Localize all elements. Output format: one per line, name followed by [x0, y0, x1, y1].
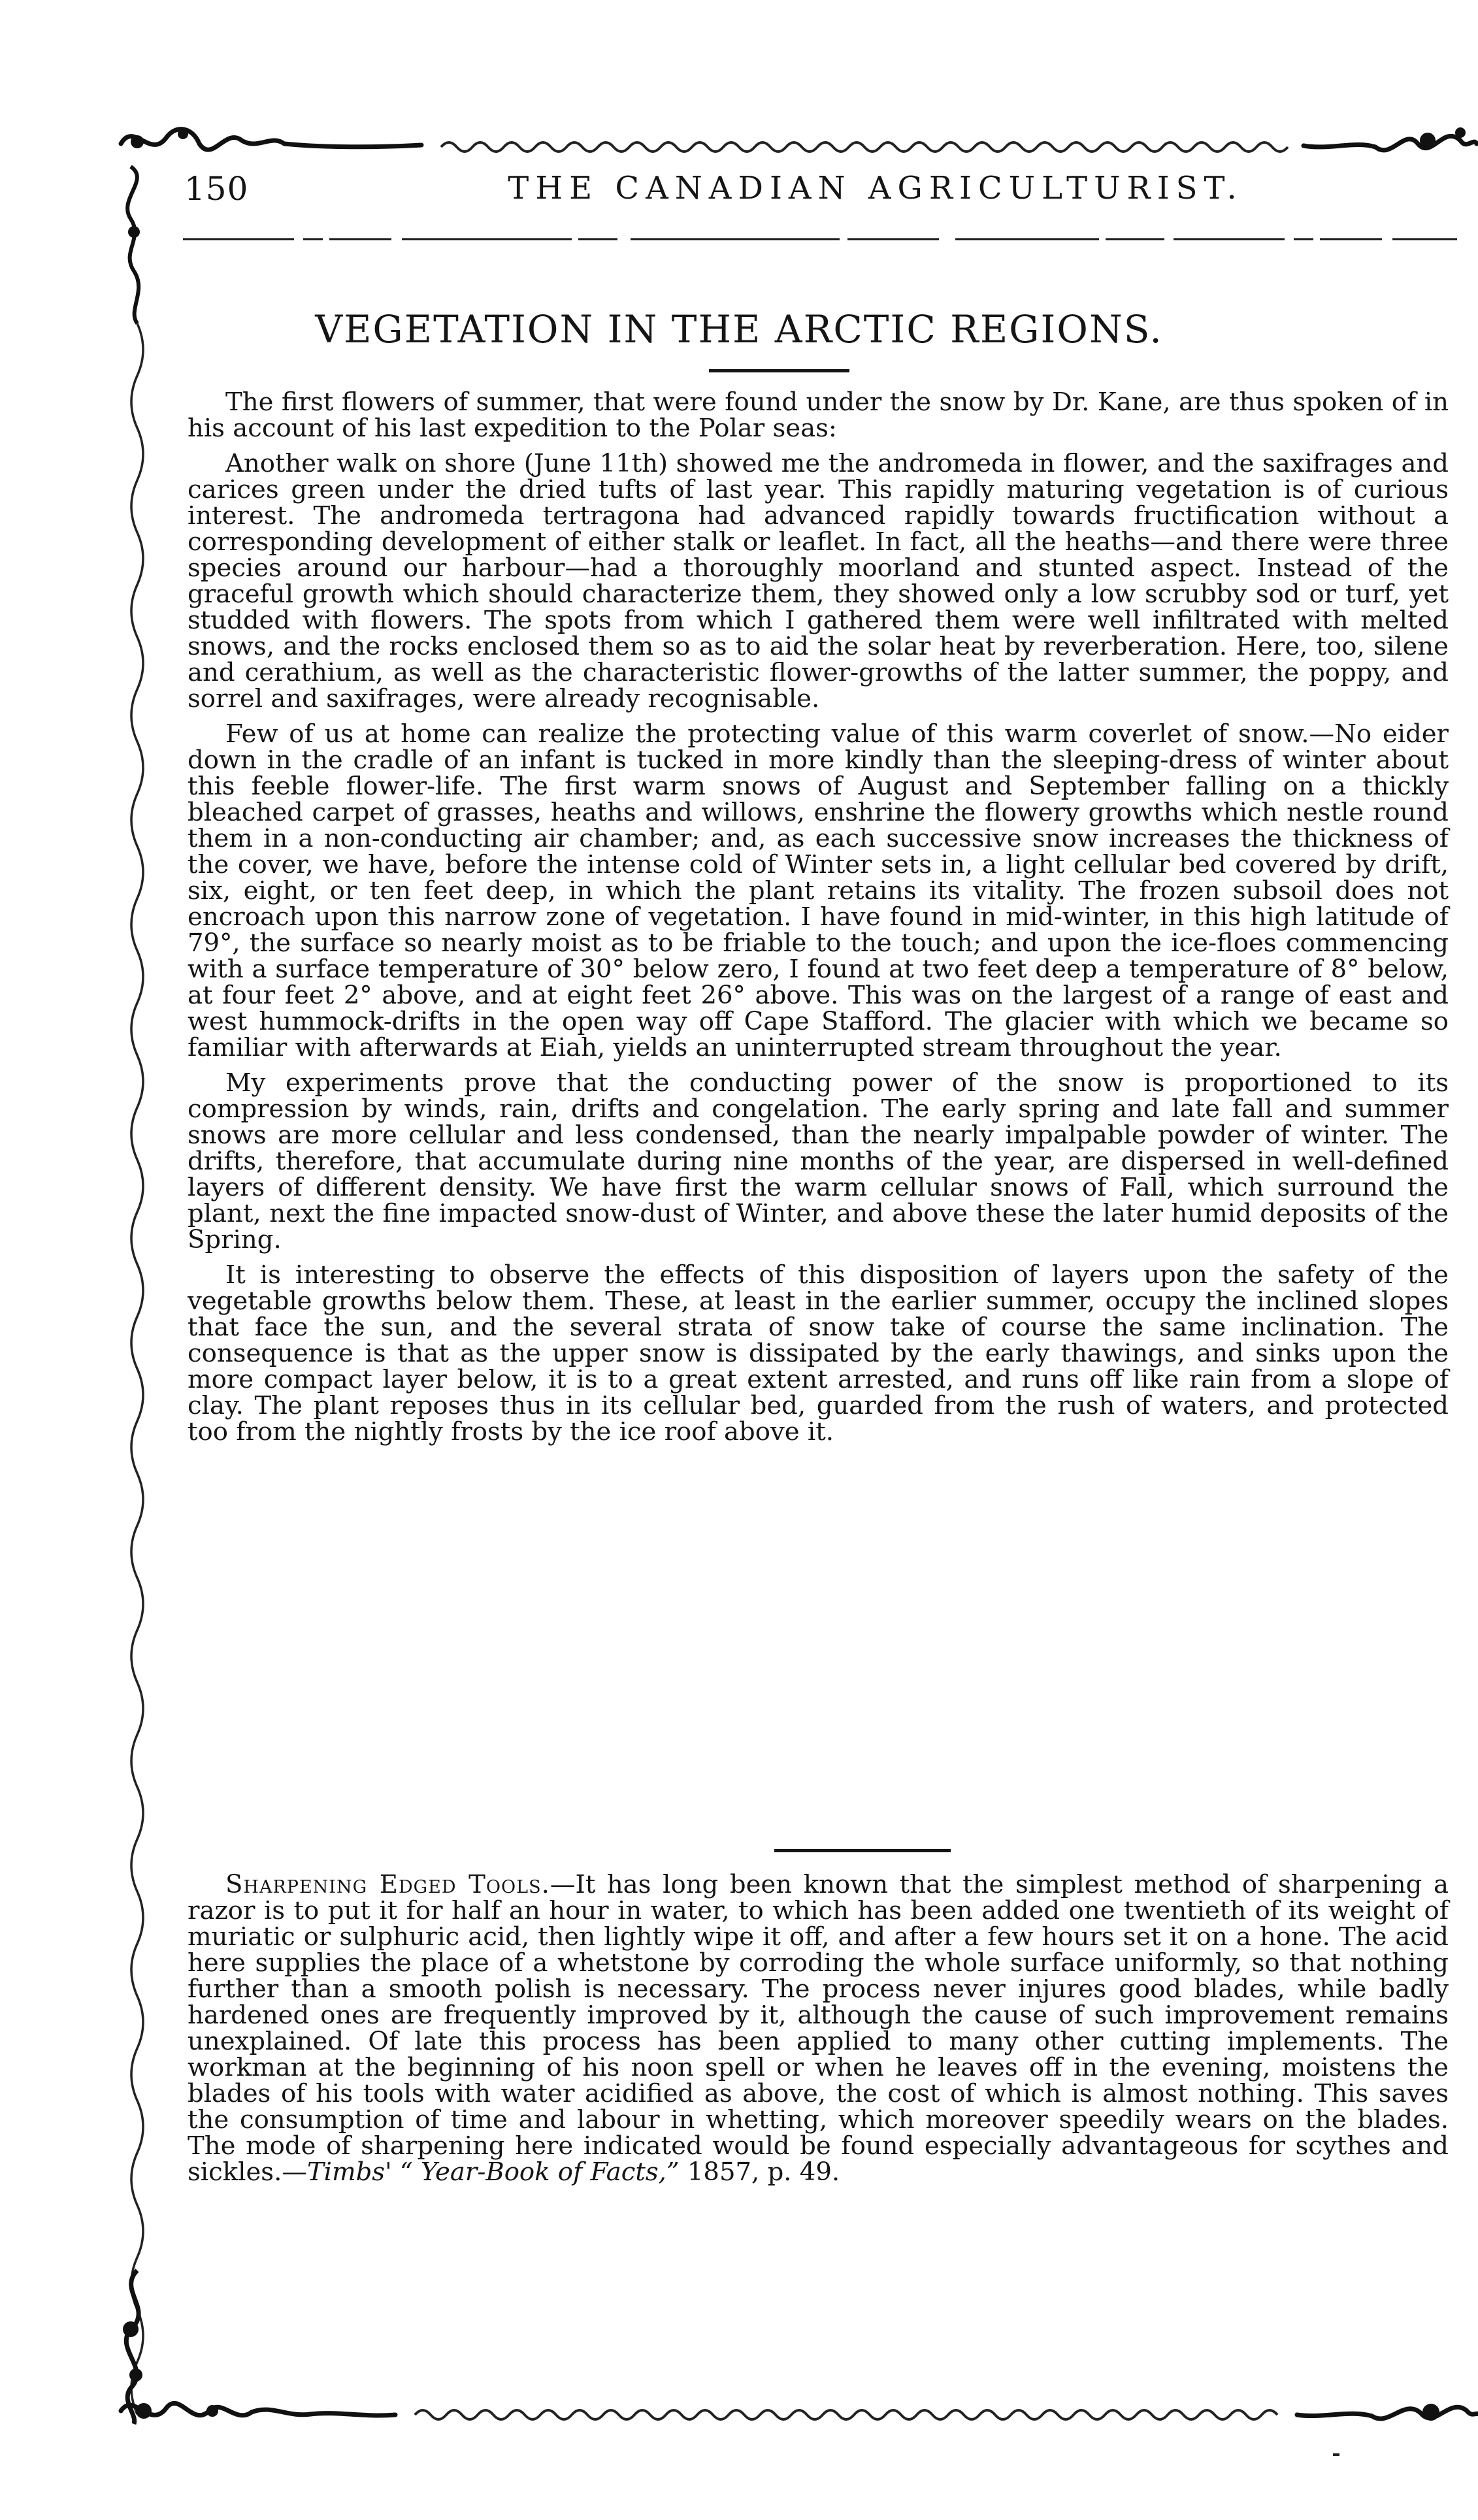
- citation-source: Timbs' “ Year-Book of Facts,”: [306, 2157, 680, 2187]
- article-paragraph-5: It is interesting to observe the effects of this disposition of layers upon the safety of the vegetable growths below them. These, at least in the earlier summer, occupy the inclined slopes that face the sun, and the several strata of snow take of course the same inclination. The consequence is that as the upper snow is dissipated by the early thawings, and sinks upon the more compact layer below, it is to a great extent arrested, and runs off like rain from a slope of clay. The plant reposes thus in its cellular bed, guarded from the rush of waters, and protected too from the nightly frosts by the ice roof above it.: [188, 1260, 1449, 1447]
- bottom-ornamental-border: [114, 2385, 1478, 2437]
- citation-details: 1857, p. 49.: [679, 2157, 840, 2187]
- note-text: —It has long been known that the simplest method of sharpening a razor is to put it for half an hour in water, to which has been added one twentieth of its weight of muriatic or sulphuric acid, then lightly wipe it off, and after a few hours set it on a hone. The acid here supplies the place of a whetstone by corroding the whole surface uniformly, so that nothing further than a smooth polish is necessary. The process never injures good blades, while badly hardened ones are frequently improved by it, although the cause of such improvement remains unexplained. Of late this process has been applied to many other cutting implements. The workman at the beginning of his noon spell or when he leaves off in the evening, moistens the blades of his tools with water acidified as above, the cost of which is almost nothing. This saves the consumption of time and labour in whetting, which moreover speedily wears on the blades. The mode of sharpening here indicated would be found especially advantageous for scythes and sickles.: [188, 1870, 1449, 2187]
- page-number: 150: [184, 170, 249, 208]
- print-speck: [1333, 2453, 1339, 2456]
- note-body: [188, 1872, 1449, 2185]
- left-ornamental-vine: [111, 154, 170, 2427]
- article-paragraph-2: Another walk on shore (June 11th) showed me the andromeda in flower, and the saxifrages and carices green under the dried tufts of last year. This rapidly maturing vegetation is of curious interest. The andromeda tertragona had advanced rapidly towards fructification without a corresponding development of either stalk or leaflet. In fact, all the heaths—and there were three species around our harbour—had a thoroughly moorland and stunted aspect. Instead of the graceful growth which should characterize them, they showed only a low scrubby sod or turf, yet studded with flowers. The spots from which I gathered them were well infiltrated with melted snows, and the rocks enclosed them so as to aid the solar heat by reverberation. Here, too, silene and cerathium, as well as the characteristic flower-growths of the latter summer, the poppy, and sorrel and saxifrages, were already recognisable.: [188, 449, 1449, 713]
- article-paragraph-3: Few of us at home can realize the protecting value of this warm coverlet of snow.—No eider down in the cradle of an infant is tucked in more kindly than the sleeping-dress of winter about this feeble flower-life. The first warm snows of August and September falling on a thickly bleached carpet of grasses, heaths and willows, enshrine the flowery growths which nestle round them in a non-conducting air chamber; and, as each successive snow increases the thickness of the cover, we have, before the intense cold of Winter sets in, a light cellular bed covered by drift, six, eight, or ten feet deep, in which the plant retains its vitality. The frozen subsoil does not encroach upon this narrow zone of vegetation. I have found in mid-winter, in this high latitude of 79°, the surface so nearly moist as to be friable to the touch; and upon the ice-floes commencing with a surface temperature of 30° below zero, I found at two feet deep a temperature of 8° below, at four feet 2° above, and at eight feet 26° above. This was on the largest of a range of east and west hummock-drifts in the open way off Cape Stafford. The glacier with which we became so familiar with afterwards at Eiah, yields an uninterrupted stream throughout the year.: [188, 719, 1449, 1062]
- journal-title: THE CANADIAN AGRICULTURIST.: [508, 170, 1243, 206]
- note-heading: Sharpening Edged Tools.: [225, 1870, 550, 1899]
- section-rule: [774, 1849, 951, 1852]
- article-body: [188, 389, 1449, 1445]
- header-rule: [183, 237, 1457, 242]
- note-paragraph: [188, 1872, 1449, 2185]
- article-title: VEGETATION IN THE ARCTIC REGIONS.: [315, 307, 1163, 352]
- top-ornamental-border: [114, 114, 1478, 167]
- article-paragraph-4: My experiments prove that the conducting power of the snow is proportioned to its compression by winds, rain, drifts and congelation. The early spring and late fall and summer snows are more cellular and less condensed, than the nearly impalpable powder of winter. The drifts, therefore, that accumulate during nine months of the year, are dispersed in well-defined layers of different density. We have first the warm cellular snows of Fall, which surround the plant, next the fine impacted snow-dust of Winter, and above these the later humid deposits of the Spring.: [188, 1068, 1449, 1254]
- title-rule: [709, 369, 849, 372]
- article-paragraph-1: The first flowers of summer, that were found under the snow by Dr. Kane, are thus spoken of in his account of his last expedition to the Polar seas:: [188, 387, 1449, 443]
- citation-dash: —: [282, 2157, 307, 2187]
